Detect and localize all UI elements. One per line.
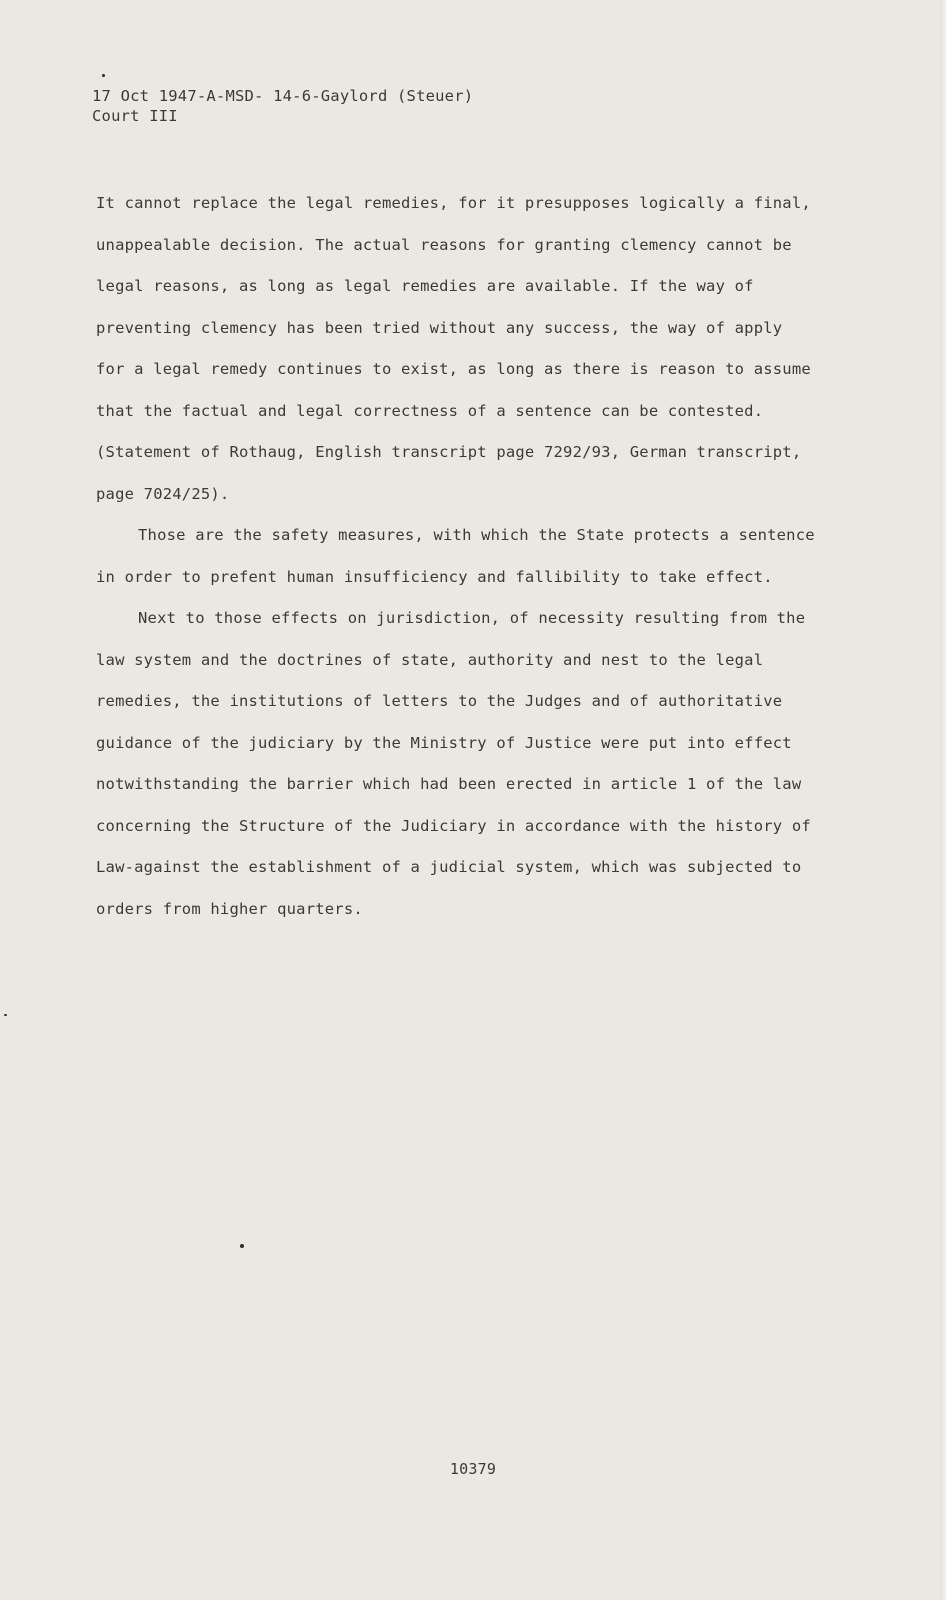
paper-speck: [102, 74, 105, 77]
page-number: 10379: [449, 1460, 497, 1478]
header-court-line: Court III: [92, 107, 178, 125]
document-body: [96, 183, 816, 930]
header-reference-line: 17 Oct 1947-A-MSD- 14-6-Gaylord (Steuer): [92, 87, 474, 105]
paragraph-safety-measures: Those are the safety measures, with which the State protects a sentence in order to prefent human insufficiency and fallibility to take effect.: [96, 526, 815, 586]
paragraph-jurisdiction: Next to those effects on jurisdiction, of necessity resulting from the law system and the doctrines of state, authority and nest to the legal remedies, the institutions of letters to the Judges and of authoritative guidance of the judiciary by the Ministry of Justice were put into effect notwithstanding the barrier which had been erected in article 1 of the law concerning the Structure of the Judiciary in accordance with the history of Law-against the establishment of a judicial system, which was subjected to orders from higher quarters.: [96, 609, 811, 918]
paper-speck: [240, 1244, 244, 1248]
paper-speck: [4, 1014, 7, 1016]
paragraph-clemency: It cannot replace the legal remedies, for it presupposes logically a final, unappealable decision. The actual reasons for granting clemency cannot be legal reasons, as long as legal remedies are available. If the way of preventing clemency has been tried without any success, the way of apply for a legal remedy continues to exist, as long as there is reason to assume that the factual and legal correctness of a sentence can be contested. (Statement of Rothaug, English transcript page 7292/93, German transcript, page 7024/25).: [96, 194, 811, 503]
document-header: [92, 86, 473, 126]
